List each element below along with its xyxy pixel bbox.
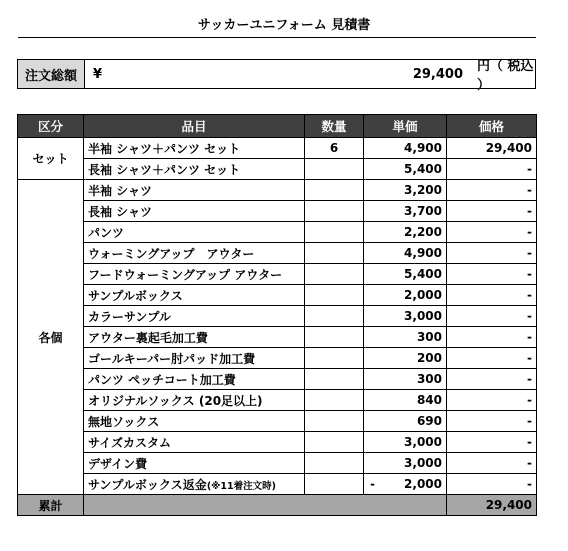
price-cell: -	[447, 180, 537, 201]
price-cell: -	[447, 390, 537, 411]
qty-cell[interactable]	[305, 348, 364, 369]
item-cell[interactable]: ゴールキーパー肘パッド加工費	[84, 348, 305, 369]
unit-price-cell: 4,900	[364, 138, 447, 159]
order-total-unit: 円（ 税込 ）	[477, 59, 534, 93]
table-row	[18, 264, 537, 285]
col-header-price: 価格	[447, 115, 537, 138]
yen-mark: ¥	[93, 66, 103, 82]
item-cell[interactable]: オリジナルソックス (20足以上)	[84, 390, 305, 411]
price-cell: -	[447, 474, 537, 495]
qty-cell[interactable]	[305, 285, 364, 306]
qty-cell[interactable]	[305, 222, 364, 243]
table-row	[18, 411, 537, 432]
item-cell[interactable]: アウター裏起毛加工費	[84, 327, 305, 348]
item-cell[interactable]: パンツ	[84, 222, 305, 243]
price-cell: -	[447, 432, 537, 453]
category-set: セット	[18, 138, 84, 180]
page-title: サッカーユニフォーム 見積書	[197, 18, 371, 33]
summary-total: 29,400	[447, 495, 537, 516]
qty-cell[interactable]	[305, 201, 364, 222]
price-cell: -	[447, 285, 537, 306]
qty-cell[interactable]	[305, 390, 364, 411]
price-cell: -	[447, 306, 537, 327]
item-cell[interactable]: 無地ソックス	[84, 411, 305, 432]
minus-sign: -	[370, 477, 375, 491]
price-cell: -	[447, 264, 537, 285]
order-total-amount: 29,400	[412, 66, 463, 82]
item-cell[interactable]: デザイン費	[84, 453, 305, 474]
table-row	[18, 180, 537, 201]
table-header-row	[18, 115, 537, 138]
item-cell[interactable]: サイズカスタム	[84, 432, 305, 453]
summary-label: 累計	[18, 495, 84, 516]
item-cell[interactable]	[84, 474, 305, 495]
qty-cell[interactable]	[305, 159, 364, 180]
price-cell: -	[447, 159, 537, 180]
qty-cell[interactable]	[305, 243, 364, 264]
title-underline	[18, 37, 536, 38]
item-cell[interactable]: 長袖 シャツ	[84, 201, 305, 222]
unit-price-cell: 5,400	[364, 264, 447, 285]
qty-cell[interactable]	[305, 411, 364, 432]
col-header-item: 品目	[84, 115, 305, 138]
item-note: (※11着注文時)	[206, 480, 276, 492]
price-cell: 29,400	[447, 138, 537, 159]
unit-price-cell: 2,200	[364, 222, 447, 243]
col-header-qty: 数量	[305, 115, 364, 138]
unit-price-cell: 4,900	[364, 243, 447, 264]
price-cell: -	[447, 243, 537, 264]
qty-cell[interactable]	[305, 453, 364, 474]
unit-price-value: 2,000	[404, 477, 442, 491]
table-row	[18, 159, 537, 180]
estimate-table	[17, 114, 537, 516]
qty-cell[interactable]: 6	[305, 138, 364, 159]
unit-price-cell: 2,000	[364, 285, 447, 306]
order-total-label: 注文総額	[18, 60, 85, 88]
unit-price-cell: 690	[364, 411, 447, 432]
table-row	[18, 474, 537, 495]
unit-price-cell: 3,700	[364, 201, 447, 222]
unit-price-cell: 5,400	[364, 159, 447, 180]
summary-row	[18, 495, 537, 516]
unit-price-cell: 300	[364, 369, 447, 390]
unit-price-cell: 3,000	[364, 453, 447, 474]
category-each: 各個	[18, 180, 84, 495]
item-cell[interactable]: ウォーミングアップ アウター	[84, 243, 305, 264]
qty-cell[interactable]	[305, 264, 364, 285]
table-row	[18, 306, 537, 327]
unit-price-cell: 3,200	[364, 180, 447, 201]
table-row	[18, 243, 537, 264]
qty-cell[interactable]	[305, 432, 364, 453]
order-total-box	[17, 59, 536, 93]
unit-price-cell: 300	[364, 327, 447, 348]
item-cell[interactable]: カラーサンプル	[84, 306, 305, 327]
table-row	[18, 348, 537, 369]
item-cell[interactable]: パンツ ペッチコート加工費	[84, 369, 305, 390]
unit-price-cell: 200	[364, 348, 447, 369]
summary-blank	[84, 495, 447, 516]
table-row	[18, 222, 537, 243]
table-row	[18, 369, 537, 390]
table-row	[18, 285, 537, 306]
unit-price-cell: 840	[364, 390, 447, 411]
price-cell: -	[447, 348, 537, 369]
qty-cell[interactable]	[305, 369, 364, 390]
qty-cell[interactable]	[305, 180, 364, 201]
col-header-unit-price: 単価	[364, 115, 447, 138]
table-row	[18, 201, 537, 222]
qty-cell[interactable]	[305, 306, 364, 327]
item-cell[interactable]: 半袖 シャツ	[84, 180, 305, 201]
col-header-category: 区分	[18, 115, 84, 138]
qty-cell[interactable]	[305, 474, 364, 495]
unit-price-cell	[364, 474, 447, 495]
price-cell: -	[447, 201, 537, 222]
item-cell[interactable]: フードウォーミングアップ アウター	[84, 264, 305, 285]
table-row	[18, 432, 537, 453]
item-cell[interactable]: サンプルボックス	[84, 285, 305, 306]
qty-cell[interactable]	[305, 327, 364, 348]
item-cell[interactable]: 長袖 シャツ＋パンツ セット	[84, 159, 305, 180]
table-row	[18, 138, 537, 159]
price-cell: -	[447, 453, 537, 474]
table-row	[18, 390, 537, 411]
price-cell: -	[447, 327, 537, 348]
unit-price-cell: 3,000	[364, 306, 447, 327]
price-cell: -	[447, 222, 537, 243]
item-label: サンプルボックス返金	[88, 477, 207, 492]
unit-price-cell: 3,000	[364, 432, 447, 453]
item-cell[interactable]: 半袖 シャツ＋パンツ セット	[84, 138, 305, 159]
price-cell: -	[447, 369, 537, 390]
table-row	[18, 453, 537, 474]
price-cell: -	[447, 411, 537, 432]
table-row	[18, 327, 537, 348]
